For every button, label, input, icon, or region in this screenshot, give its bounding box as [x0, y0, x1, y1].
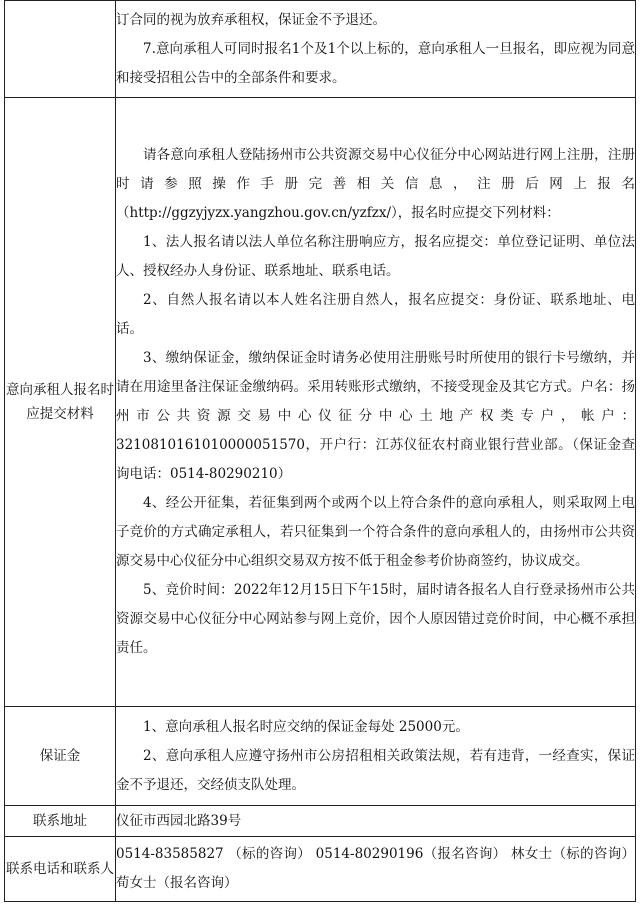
lease-info-table: [4, 0, 636, 902]
paragraph: 2、自然人报名请以本人姓名注册自然人，报名应提交：身份证、联系地址、电话。: [116, 292, 635, 337]
row-content-deposit: [116, 707, 636, 806]
row-label-contact: 联系电话和联系人: [5, 837, 116, 902]
paragraph: 7.意向承租人可同时报名1个及1个以上标的，意向承租人一旦报名，即应视为同意和接受招租公告中的全部条件和要求。: [116, 40, 635, 86]
paragraph: 请各意向承租人登陆扬州市公共资源交易中心仪征分中心网站进行网上注册，注册时请参照操作手册完善相关信息，注册后网上报名（http://ggzyjyzx.yangzhou.gov.cn/yzfzx/），报名时应提交下列材料：: [116, 147, 635, 221]
paragraph: 1、意向承租人报名时应交纳的保证金每处 25000元。: [143, 718, 469, 735]
row-content-materials: [116, 98, 636, 707]
row-content-contact: [116, 837, 636, 902]
row-label-materials: 意向承租人报名时应提交材料: [5, 98, 116, 707]
paragraph: 5、竞价时间：2022年12月15日下午15时，届时请各报名人自行登录扬州市公共资源交易中心仪征分中心网站参与网上竞价，因个人原因错过竞价时间，中心概不承担责任。: [116, 582, 635, 656]
table-row: [5, 806, 636, 837]
row-content-address: [116, 806, 636, 837]
address-text: 仪征市西园北路39号: [116, 812, 242, 829]
document-page: [4, 0, 636, 902]
table-row: [5, 707, 636, 806]
paragraph: 订合同的视为放弃承租权，保证金不予退还。: [116, 11, 386, 28]
paragraph: 1、法人报名请以法人单位名称注册响应方，报名应提交：单位登记证明、单位法人、授权经办人身份证、联系地址、联系电话。: [116, 234, 635, 279]
paragraph: 3、缴纳保证金，缴纳保证金时请务必使用注册账号时所使用的银行卡号缴纳，并请在用途里备注保证金缴纳码。采用转账形式缴纳，不接受现金及其它方式。户名：扬州市公共资源交易中心仪征分中心土地产权类专户，帐户：3210810161010000051570，开户行：江苏仪征农村商业银行营业部。（保证金查询电话：0514-80290210）: [116, 350, 635, 482]
contact-text: 0514-83585827 （标的咨询） 0514-80290196（报名咨询） 林女士（标的咨询） 荀女士（报名咨询）: [116, 846, 635, 891]
paragraph: 2、意向承租人应遵守扬州市公房招租相关政策法规，若有违背，一经查实，保证金不予退还，交经侦支队处理。: [116, 747, 635, 793]
row-label-continued: [5, 1, 116, 98]
table-row: [5, 98, 636, 707]
row-label-deposit: 保证金: [5, 707, 116, 806]
table-row: [5, 837, 636, 902]
table-row: [5, 1, 636, 98]
paragraph: 4、经公开征集，若征集到两个或两个以上符合条件的意向承租人，则采取网上电子竞价的方式确定承租人，若只征集到一个符合条件的意向承租人的，由扬州市公共资源交易中心仪征分中心组织交易双方按不低于租金参考价协商签约，协议成交。: [116, 495, 635, 569]
row-label-address: 联系地址: [5, 806, 116, 837]
row-content-terms: [116, 1, 636, 98]
